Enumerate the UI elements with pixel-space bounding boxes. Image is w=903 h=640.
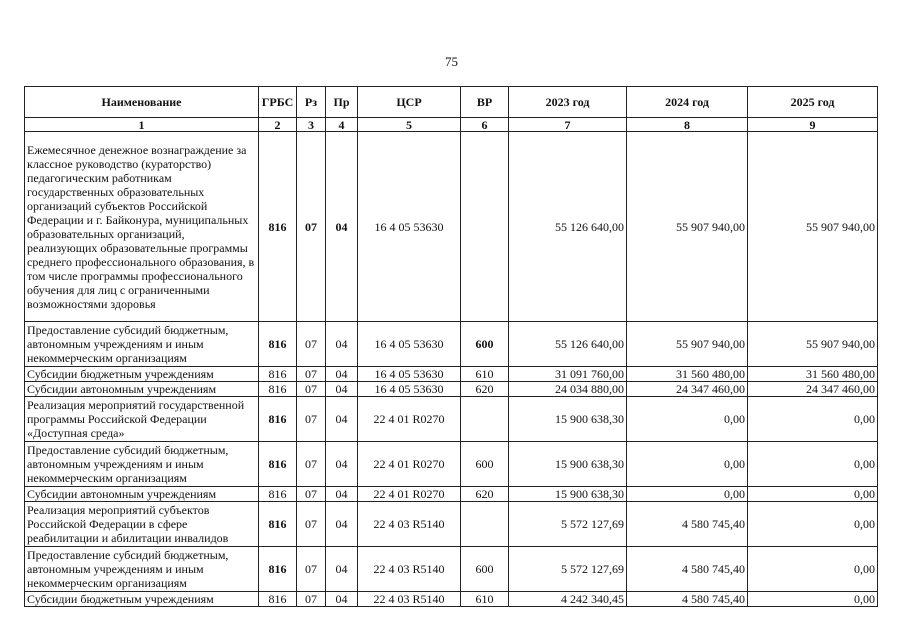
cell-2023: 15 900 638,30 xyxy=(509,397,627,442)
cell-csr: 22 4 01 R0270 xyxy=(358,487,461,502)
cell-2023: 5 572 127,69 xyxy=(509,502,627,547)
cell-grbs: 816 xyxy=(259,502,297,547)
cell-grbs: 816 xyxy=(259,547,297,592)
table-row xyxy=(25,367,878,382)
cell-2023: 4 242 340,45 xyxy=(509,592,627,607)
cell-rz: 07 xyxy=(297,592,326,607)
cell-2023: 15 900 638,30 xyxy=(509,487,627,502)
cell-2023: 55 126 640,00 xyxy=(509,322,627,367)
cell-2025: 31 560 480,00 xyxy=(748,367,878,382)
cell-grbs: 816 xyxy=(259,442,297,487)
cell-vr xyxy=(461,502,509,547)
header-2023: 2023 год xyxy=(509,87,627,118)
cell-pr: 04 xyxy=(326,592,358,607)
cell-name: Предоставление субсидий бюджетным, автономным учреждениям и иным некоммерческим организациям xyxy=(25,547,259,592)
cell-rz: 07 xyxy=(297,487,326,502)
cell-2024: 55 907 940,00 xyxy=(627,322,748,367)
header-vr: ВР xyxy=(461,87,509,118)
cell-grbs: 816 xyxy=(259,397,297,442)
cell-name: Предоставление субсидий бюджетным, автономным учреждениям и иным некоммерческим организациям xyxy=(25,442,259,487)
cell-grbs: 816 xyxy=(259,382,297,397)
cell-2023: 24 034 880,00 xyxy=(509,382,627,397)
cell-2025: 0,00 xyxy=(748,592,878,607)
table-row xyxy=(25,547,878,592)
cell-vr: 600 xyxy=(461,322,509,367)
cell-grbs: 816 xyxy=(259,322,297,367)
cell-name: Предоставление субсидий бюджетным, автономным учреждениям и иным некоммерческим организациям xyxy=(25,322,259,367)
column-number: 9 xyxy=(748,118,878,132)
column-number: 1 xyxy=(25,118,259,132)
column-number: 3 xyxy=(297,118,326,132)
cell-2023: 5 572 127,69 xyxy=(509,547,627,592)
table-row xyxy=(25,487,878,502)
header-row xyxy=(25,87,878,118)
cell-2024: 4 580 745,40 xyxy=(627,592,748,607)
table-row xyxy=(25,382,878,397)
column-number: 7 xyxy=(509,118,627,132)
table-row xyxy=(25,322,878,367)
cell-2024: 0,00 xyxy=(627,487,748,502)
header-2025: 2025 год xyxy=(748,87,878,118)
cell-2025: 24 347 460,00 xyxy=(748,382,878,397)
cell-grbs: 816 xyxy=(259,367,297,382)
cell-name: Субсидии автономным учреждениям xyxy=(25,382,259,397)
cell-csr: 16 4 05 53630 xyxy=(358,382,461,397)
cell-vr xyxy=(461,132,509,322)
cell-2024: 0,00 xyxy=(627,442,748,487)
cell-pr: 04 xyxy=(326,322,358,367)
cell-name: Реализация мероприятий государственной программы Российской Федерации «Доступная среда» xyxy=(25,397,259,442)
cell-csr: 16 4 05 53630 xyxy=(358,367,461,382)
cell-vr: 610 xyxy=(461,592,509,607)
column-number: 8 xyxy=(627,118,748,132)
cell-csr: 16 4 05 53630 xyxy=(358,132,461,322)
cell-pr: 04 xyxy=(326,397,358,442)
cell-2025: 0,00 xyxy=(748,547,878,592)
cell-vr: 600 xyxy=(461,547,509,592)
cell-csr: 22 4 03 R5140 xyxy=(358,592,461,607)
cell-csr: 22 4 01 R0270 xyxy=(358,397,461,442)
cell-rz: 07 xyxy=(297,442,326,487)
cell-2024: 4 580 745,40 xyxy=(627,502,748,547)
cell-rz: 07 xyxy=(297,502,326,547)
cell-2024: 0,00 xyxy=(627,397,748,442)
cell-csr: 16 4 05 53630 xyxy=(358,322,461,367)
cell-name: Ежемесячное денежное вознаграждение за классное руководство (кураторство) педагогическим работникам государственных образовательных организаций субъектов Российской Федерации и г. Байконура, муниципальных образовательных организаций, реализующих образовательные программы среднего профессионального образования, в том числе программы профессионального обучения для лиц с ограниченными возможностями здоровья xyxy=(25,132,259,322)
cell-vr: 620 xyxy=(461,487,509,502)
column-number-row xyxy=(25,118,878,132)
budget-table xyxy=(24,86,878,607)
cell-2023: 31 091 760,00 xyxy=(509,367,627,382)
header-2024: 2024 год xyxy=(627,87,748,118)
cell-2025: 0,00 xyxy=(748,487,878,502)
cell-2025: 55 907 940,00 xyxy=(748,322,878,367)
cell-pr: 04 xyxy=(326,442,358,487)
cell-rz: 07 xyxy=(297,132,326,322)
cell-2024: 4 580 745,40 xyxy=(627,547,748,592)
cell-grbs: 816 xyxy=(259,592,297,607)
cell-2023: 55 126 640,00 xyxy=(509,132,627,322)
cell-vr: 610 xyxy=(461,367,509,382)
cell-pr: 04 xyxy=(326,502,358,547)
column-number: 4 xyxy=(326,118,358,132)
table-row xyxy=(25,397,878,442)
table-row xyxy=(25,502,878,547)
header-pr: Пр xyxy=(326,87,358,118)
column-number: 2 xyxy=(259,118,297,132)
cell-name: Субсидии бюджетным учреждениям xyxy=(25,367,259,382)
cell-grbs: 816 xyxy=(259,487,297,502)
cell-2025: 55 907 940,00 xyxy=(748,132,878,322)
cell-pr: 04 xyxy=(326,367,358,382)
header-csr: ЦСР xyxy=(358,87,461,118)
cell-csr: 22 4 03 R5140 xyxy=(358,502,461,547)
cell-name: Субсидии бюджетным учреждениям xyxy=(25,592,259,607)
cell-2023: 15 900 638,30 xyxy=(509,442,627,487)
table-row xyxy=(25,592,878,607)
cell-rz: 07 xyxy=(297,367,326,382)
column-number: 5 xyxy=(358,118,461,132)
cell-2024: 31 560 480,00 xyxy=(627,367,748,382)
cell-2024: 24 347 460,00 xyxy=(627,382,748,397)
table-row xyxy=(25,132,878,322)
header-rz: Рз xyxy=(297,87,326,118)
cell-vr xyxy=(461,397,509,442)
cell-vr: 620 xyxy=(461,382,509,397)
cell-grbs: 816 xyxy=(259,132,297,322)
cell-2024: 55 907 940,00 xyxy=(627,132,748,322)
cell-csr: 22 4 03 R5140 xyxy=(358,547,461,592)
column-number: 6 xyxy=(461,118,509,132)
table-row xyxy=(25,442,878,487)
cell-pr: 04 xyxy=(326,487,358,502)
header-name: Наименование xyxy=(25,87,259,118)
cell-csr: 22 4 01 R0270 xyxy=(358,442,461,487)
cell-name: Субсидии автономным учреждениям xyxy=(25,487,259,502)
cell-name: Реализация мероприятий субъектов Российской Федерации в сфере реабилитации и абилитации инвалидов xyxy=(25,502,259,547)
cell-pr: 04 xyxy=(326,382,358,397)
cell-rz: 07 xyxy=(297,382,326,397)
page-number: 75 xyxy=(445,54,458,69)
header-grbs: ГРБС xyxy=(259,87,297,118)
cell-vr: 600 xyxy=(461,442,509,487)
cell-2025: 0,00 xyxy=(748,397,878,442)
cell-pr: 04 xyxy=(326,547,358,592)
cell-rz: 07 xyxy=(297,397,326,442)
cell-2025: 0,00 xyxy=(748,502,878,547)
cell-rz: 07 xyxy=(297,547,326,592)
cell-rz: 07 xyxy=(297,322,326,367)
cell-pr: 04 xyxy=(326,132,358,322)
cell-2025: 0,00 xyxy=(748,442,878,487)
